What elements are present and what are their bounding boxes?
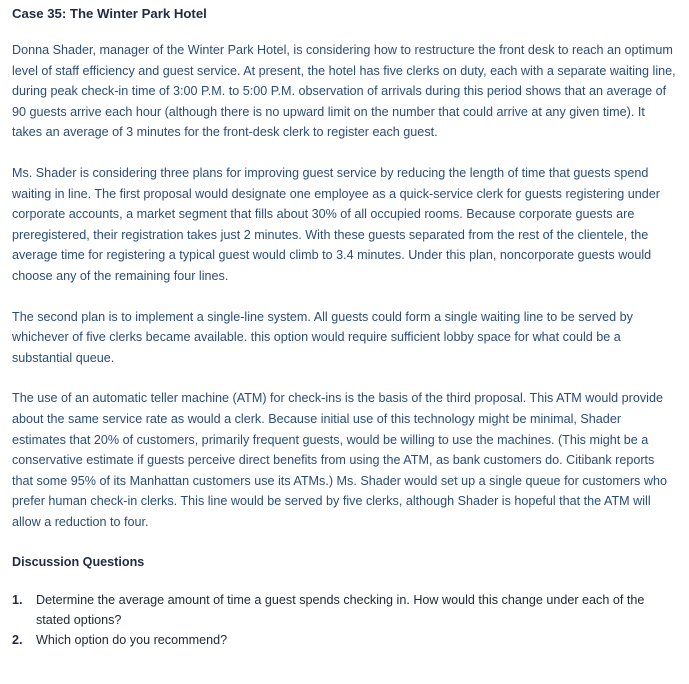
discussion-question: [12, 590, 677, 630]
discussion-questions-list: [12, 590, 677, 650]
case-title: Case 35: The Winter Park Hotel: [12, 6, 207, 21]
paragraph-front-desk-situation: Donna Shader, manager of the Winter Park Hotel, is considering how to restructure the front desk to reach an optimum level of staff efficiency and guest service. At present, the hotel has five clerks on duty, each with a separate waiting line, during peak check-in time of 3:00 P.M. to 5:00 P.M. observation of arrivals during this period shows that an average of 90 guests arrive each hour (although there is no upward limit on the number that could arrive at any given time). It takes an average of 3 minutes for the front-desk clerk to register each guest.: [12, 43, 676, 140]
paragraph-second-plan: The second plan is to implement a single-line system. All guests could form a single waiting line to be served by whichever of five clerks became available. this option would require sufficient lobby space for what could be a substantial queue.: [12, 309, 633, 365]
question-text: Determine the average amount of time a guest spends checking in. How would this change under each of the stated options?: [36, 593, 645, 628]
discussion-question: [12, 630, 677, 650]
question-text: Which option do you recommend?: [36, 633, 228, 648]
paragraph-third-proposal: The use of an automatic teller machine (ATM) for check-ins is the basis of the third proposal. This ATM would provide about the same service rate as would a clerk. Because initial use of this technology might be minimal, Shader estimates that 20% of customers, primarily frequent guests, would be willing to use the machines. (This might be a conservative estimate if guests perceive direct benefits from using the ATM, as bank customers do. Citibank reports that some 95% of its Manhattan customers use its ATMs.) Ms. Shader would set up a single queue for customers who prefer human check-in clerks. This line would be served by five clerks, although Shader is hopeful that the ATM will allow a reduction to four.: [12, 391, 667, 529]
discussion-heading: Discussion Questions: [12, 555, 145, 570]
paragraph-first-proposal: Ms. Shader is considering three plans for improving guest service by reducing the length of time that guests spend waiting in line. The first proposal would designate one employee as a quick-service clerk for guests registering under corporate accounts, a market segment that fills about 30% of all occupied rooms. Because corporate guests are preregistered, their registration takes just 2 minutes. With these guests separated from the rest of the clientele, the average time for registering a typical guest would climb to 3.4 minutes. Under this plan, noncorporate guests would choose any of the remaining four lines.: [12, 165, 660, 283]
question-number: 1.: [12, 593, 23, 608]
question-number: 2.: [12, 633, 23, 648]
